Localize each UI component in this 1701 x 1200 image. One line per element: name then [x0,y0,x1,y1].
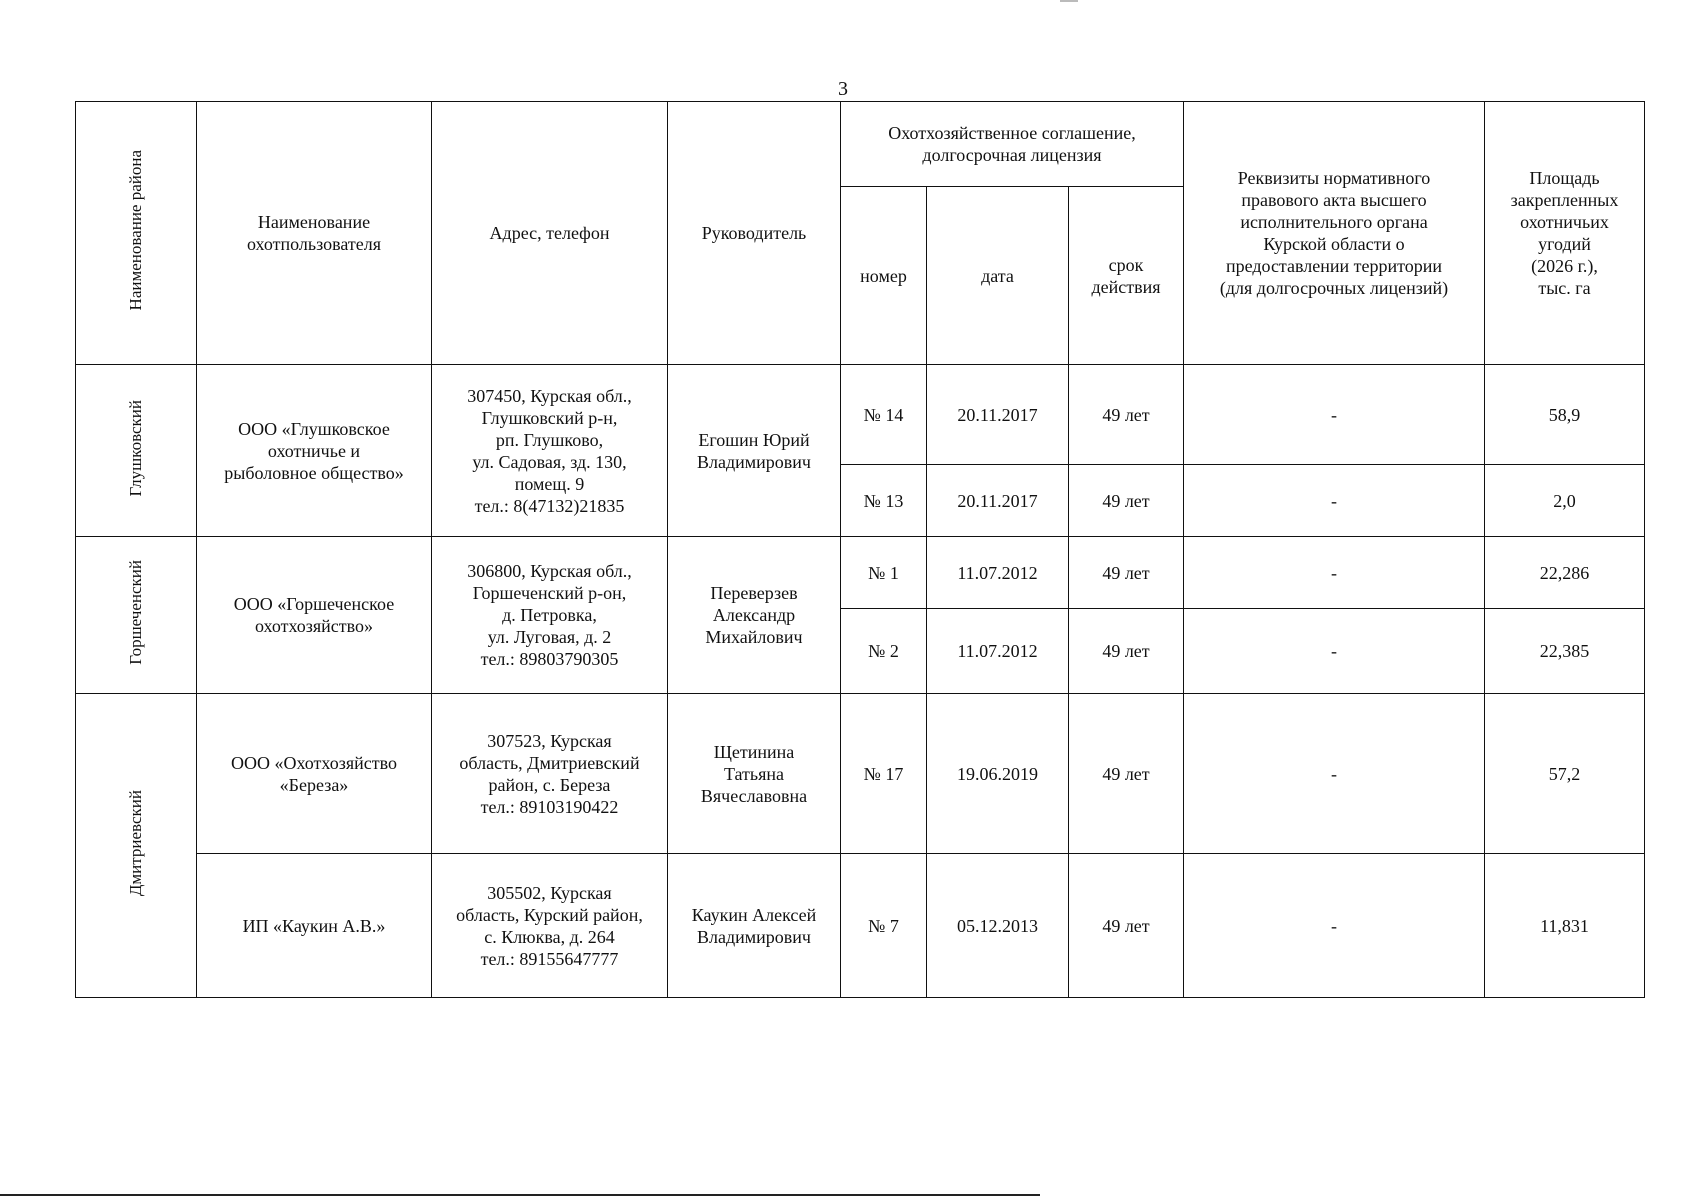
license-term: 49 лет [1069,365,1184,465]
header-agreement: Охотхозяйственное соглашение, долгосрочная лицензия [841,102,1184,187]
head-name: Щетинина Татьяна Вячеславовна [668,694,841,854]
license-date: 20.11.2017 [927,465,1069,537]
district-cell [76,694,197,998]
license-term: 49 лет [1069,694,1184,854]
license-number: № 13 [841,465,927,537]
head-name: Егошин Юрий Владимирович [668,365,841,537]
license-number: № 14 [841,365,927,465]
area-value: 11,831 [1485,854,1645,998]
license-number: № 1 [841,537,927,609]
address: 305502, Курская область, Курский район, с. Клюква, д. 264 тел.: 89155647777 [432,854,668,998]
header-address: Адрес, телефон [432,102,668,365]
header-district-cell [76,102,197,365]
header-head: Руководитель [668,102,841,365]
scan-bottom-line [0,1194,1040,1196]
address: 307450, Курская обл., Глушковский р-н, рп. Глушково, ул. Садовая, зд. 130, помещ. 9 тел.: 8(47132)21835 [432,365,668,537]
header-date: дата [927,187,1069,365]
header-user: Наименование охотпользователя [197,102,432,365]
license-number: № 17 [841,694,927,854]
district-name: Горшеченский [126,560,145,665]
table-row [76,365,1645,465]
license-date: 19.06.2019 [927,694,1069,854]
license-term: 49 лет [1069,854,1184,998]
user-name: ООО «Глушковское охотничье и рыболовное общество» [197,365,432,537]
header-row-1 [76,102,1645,187]
license-number: № 7 [841,854,927,998]
user-name: ООО «Горшеченское охотхозяйство» [197,537,432,694]
table-row [76,694,1645,854]
district-name: Глушковский [126,399,145,497]
hunting-grounds-table [75,101,1645,998]
district-cell [76,537,197,694]
act-details: - [1184,365,1485,465]
area-value: 58,9 [1485,365,1645,465]
header-act: Реквизиты нормативного правового акта высшего исполнительного органа Курской области о предоставлении территории (для долгосрочных лицензий) [1184,102,1485,365]
license-date: 05.12.2013 [927,854,1069,998]
district-name: Дмитриевский [126,789,145,897]
license-term: 49 лет [1069,537,1184,609]
table-row [76,854,1645,998]
user-name: ООО «Охотхозяйство «Береза» [197,694,432,854]
license-term: 49 лет [1069,609,1184,694]
page-number: 3 [838,78,848,100]
license-date: 11.07.2012 [927,537,1069,609]
act-details: - [1184,465,1485,537]
license-date: 20.11.2017 [927,365,1069,465]
district-cell [76,365,197,537]
address: 306800, Курская обл., Горшеченский р-он, д. Петровка, ул. Луговая, д. 2 тел.: 89803790305 [432,537,668,694]
act-details: - [1184,537,1485,609]
head-name: Переверзев Александр Михайлович [668,537,841,694]
header-district: Наименование района [126,150,145,311]
act-details: - [1184,609,1485,694]
area-value: 2,0 [1485,465,1645,537]
license-number: № 2 [841,609,927,694]
header-number: номер [841,187,927,365]
header-term: срок действия [1069,187,1184,365]
area-value: 22,286 [1485,537,1645,609]
header-area: Площадь закрепленных охотничьих угодий (2026 г.), тыс. га [1485,102,1645,365]
act-details: - [1184,694,1485,854]
area-value: 57,2 [1485,694,1645,854]
license-date: 11.07.2012 [927,609,1069,694]
act-details: - [1184,854,1485,998]
table-row [76,537,1645,609]
address: 307523, Курская область, Дмитриевский район, с. Береза тел.: 89103190422 [432,694,668,854]
area-value: 22,385 [1485,609,1645,694]
head-name: Каукин Алексей Владимирович [668,854,841,998]
scan-top-mark [1060,0,1078,2]
user-name: ИП «Каукин А.В.» [197,854,432,998]
license-term: 49 лет [1069,465,1184,537]
